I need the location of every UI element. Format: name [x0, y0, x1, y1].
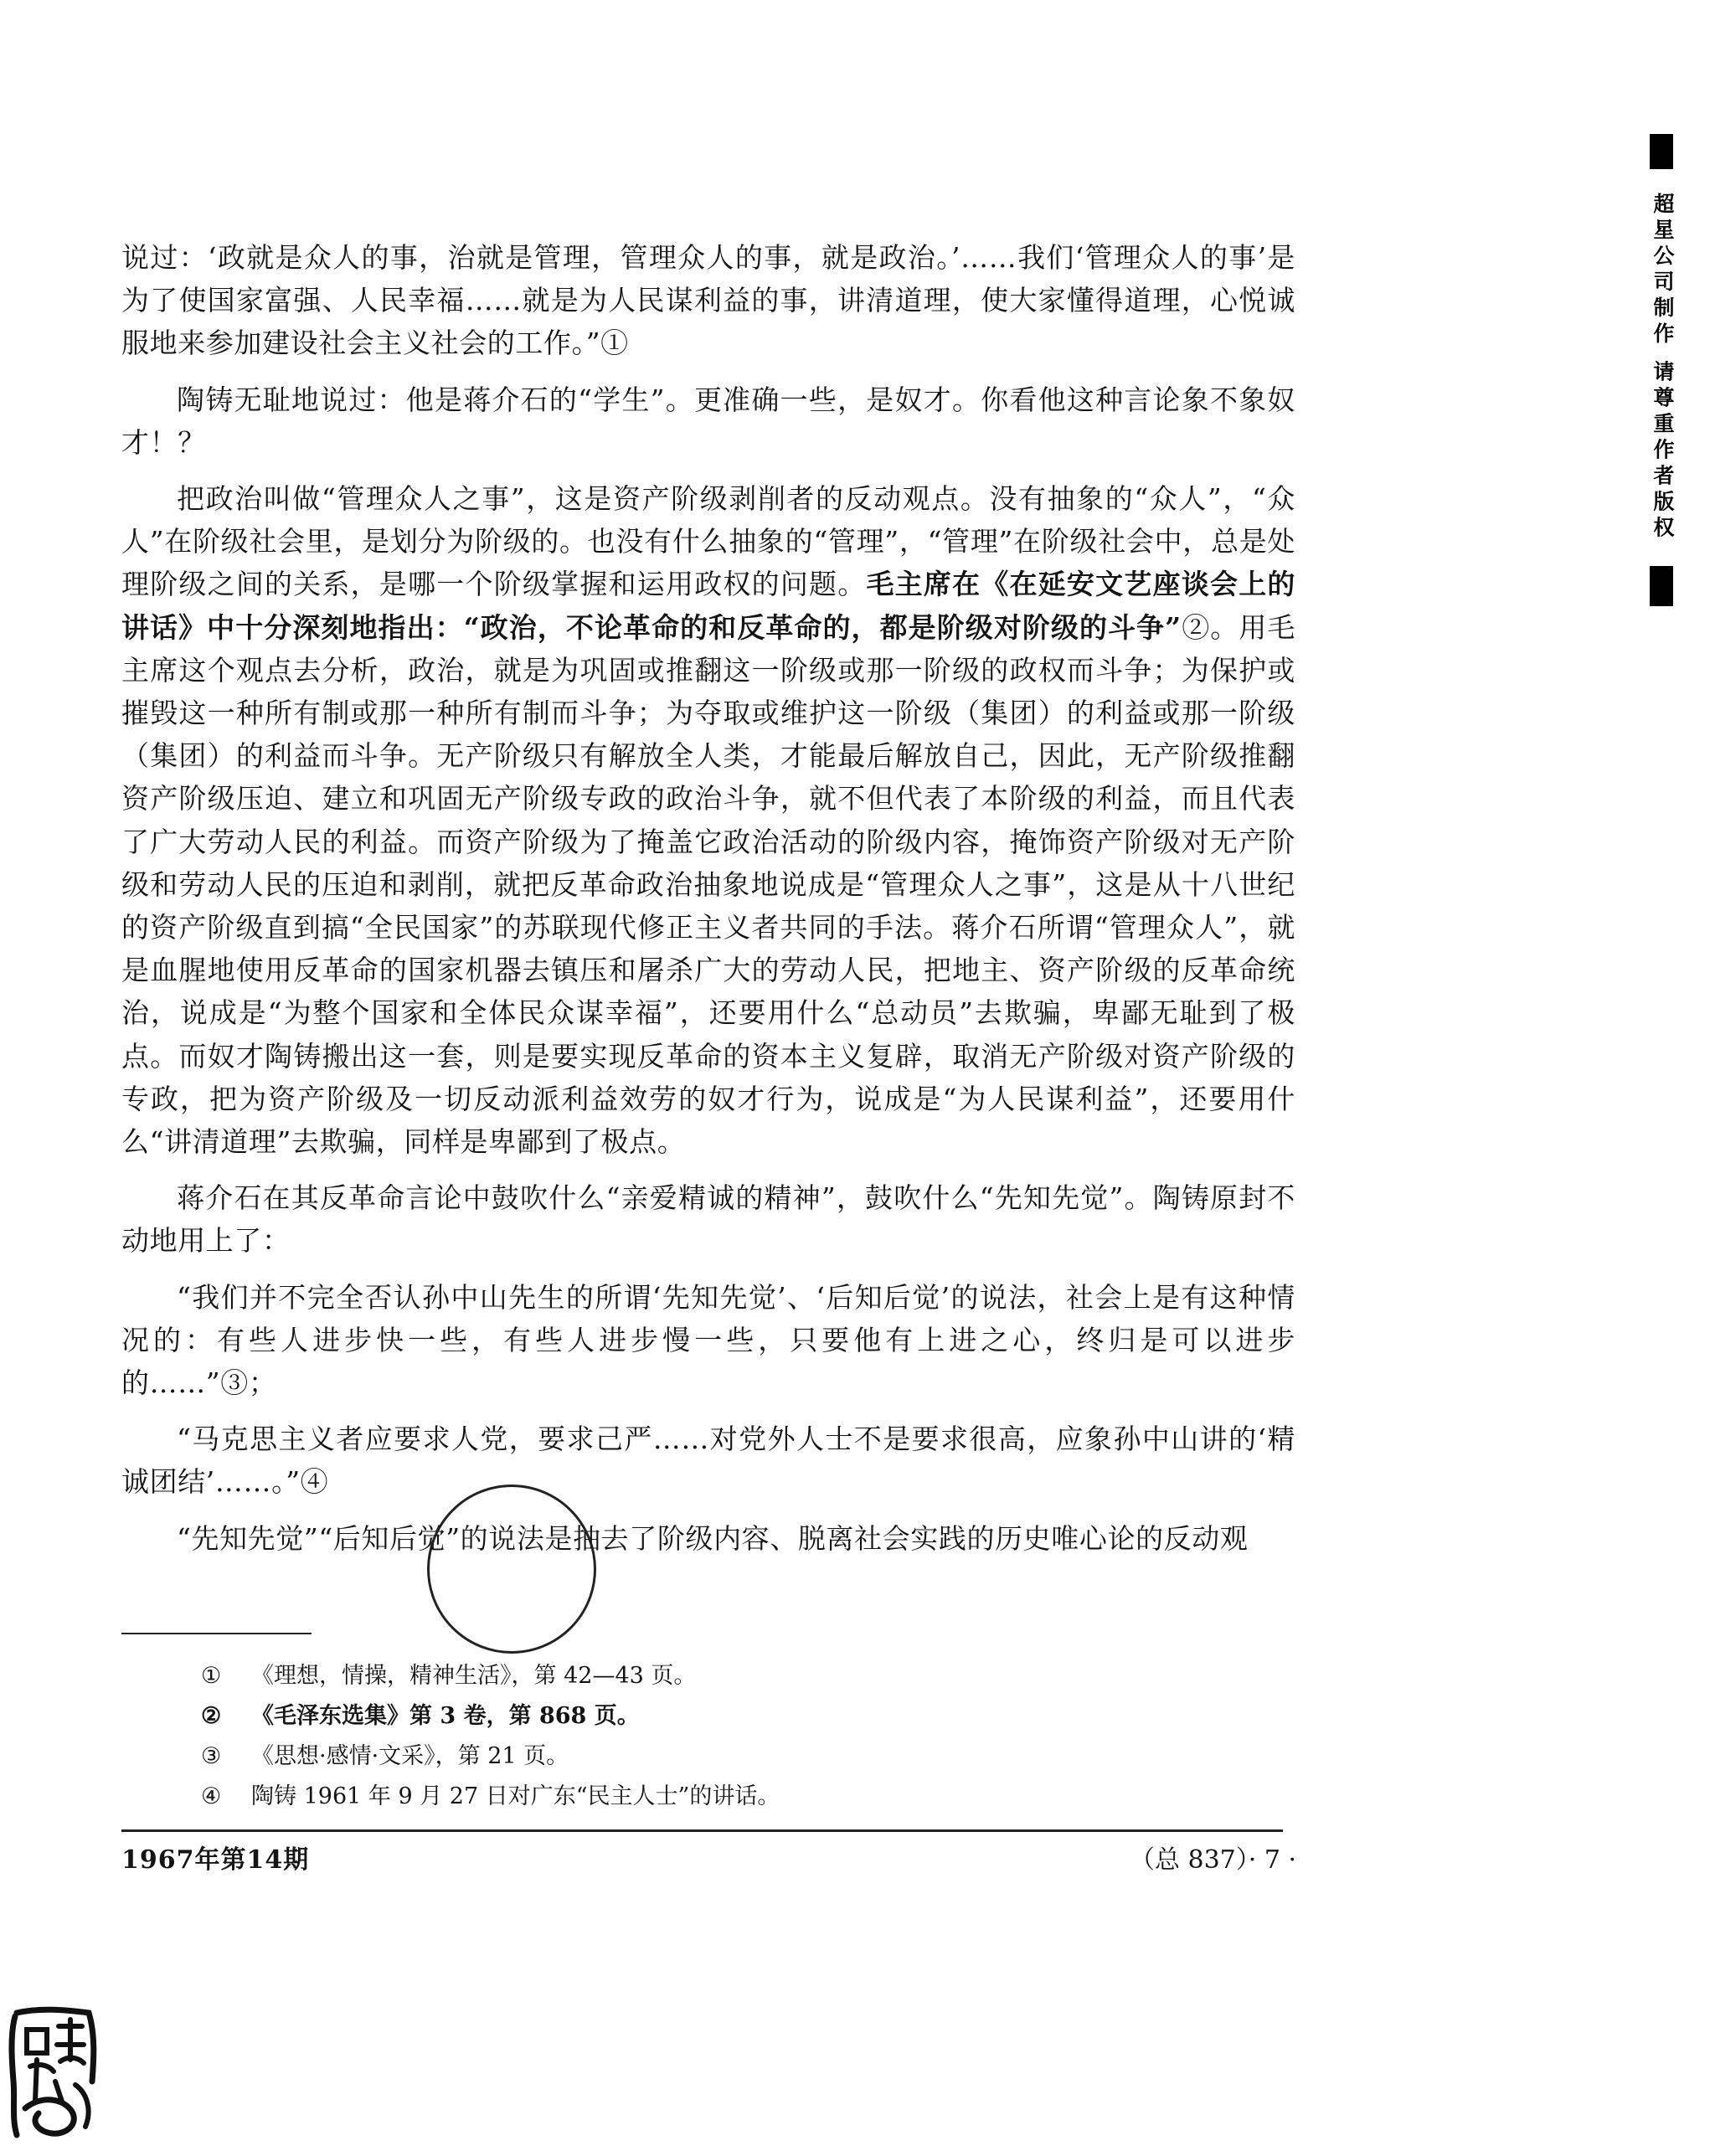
copyright-side-stamp: 超星公司制作 请尊重作者版权 [1651, 193, 1675, 543]
article-body [121, 236, 1295, 1560]
footnote-text: 《思想·感情·文采》，第 21 页。 [251, 1743, 569, 1769]
footnote-text: 陶铸 1961 年 9 月 27 日对广东“民主人士”的讲话。 [251, 1783, 780, 1809]
footnote-number: ① [201, 1663, 222, 1689]
library-seal-icon [5, 2001, 104, 2145]
footnote-4 [201, 1777, 1211, 1817]
paragraph-quote-2: “马克思主义者应要求人党，要求己严……对党外人士不是要求很高，应象孙中山讲的‘精诚团结’……。”④ [121, 1423, 1295, 1499]
paragraph-politics-analysis [121, 477, 1295, 1163]
footnote-divider [121, 1633, 312, 1634]
paragraph-quote-1: “我们并不完全否认孙中山先生的所谓‘先知先觉’、‘后知后觉’的说法，社会上是有这种情况的：有些人进步快一些，有些人进步慢一些，只要他有上进之心，终归是可以进步的……”③； [121, 1280, 1295, 1400]
stamp-bar-bottom [1650, 566, 1673, 606]
footnote-text: 《理想，情操，精神生活》，第 42—43 页。 [251, 1663, 697, 1689]
footnote-2 [201, 1696, 1211, 1737]
paragraph-text-before: 把政治叫做“管理众人之事”，这是资产阶级剥削者的反动观点。没有抽象的“众人”，“众人”在阶级社会里，是划分为阶级的。也没有什么抽象的“管理”，“管理”在阶级社会中，总是处理阶级之间的关系，是哪一个阶级掌握和运用政权的问题。 [121, 482, 1295, 601]
stamp-bar-top [1650, 134, 1673, 169]
page-number: （总 837）· 7 · [1129, 1845, 1296, 1875]
pencil-circle-mark [427, 1485, 596, 1654]
paragraph-quote-continuation: 说过：‘政就是众人的事，治就是管理，管理众人的事，就是政治。’……我们‘管理众人的事’是为了使国家富强、人民幸福……就是为人民谋利益的事，讲清道理，使大家懂得道理，心悦诚服地来参加建设社会主义社会的工作。”① [121, 241, 1295, 360]
footer-divider [121, 1829, 1283, 1832]
footnote-number: ③ [201, 1743, 222, 1769]
mao-quote-bold: 毛主席在《在延安文艺座谈会上的讲话》中十分深刻地指出：“政治，不论革命的和反革命的，都是阶级对阶级的斗争” [121, 568, 1296, 644]
footnote-3 [201, 1737, 1211, 1777]
footnote-1 [201, 1656, 1211, 1696]
paragraph-text-after: ②。用毛主席这个观点去分析，政治，就是为巩固或推翻这一阶级或那一阶级的政权而斗争；为保护或摧毁这一种所有制或那一种所有制而斗争；为夺取或维护这一阶级（集团）的利益或那一阶级（集团）的利益而斗争。无产阶级只有解放全人类，才能最后解放自己，因此，无产阶级推翻资产阶级压迫、建立和巩固无产阶级专政的政治斗争，就不但代表了本阶级的利益，而且代表了广大劳动人民的利益。而资产阶级为了掩盖它政治活动的阶级内容，掩饰资产阶级对无产阶级和劳动人民的压迫和剥削，就把反革命政治抽象地说成是“管理众人之事”，这是从十八世纪的资产阶级直到搞“全民国家”的苏联现代修正主义者共同的手法。蒋介石所谓“管理众人”，就是血腥地使用反革命的国家机器去镇压和屠杀广大的劳动人民，把地主、资产阶级的反革命统治，说成是“为整个国家和全体民众谋幸福”，还要用什么“总动员”去欺骗，卑鄙无耻到了极点。而奴才陶铸搬出这一套，则是要实现反革命的资本主义复辟，取消无产阶级对资产阶级的专政，把为资产阶级及一切反动派利益效劳的奴才行为，说成是“为人民谋利益”，还要用什么“讲清道理”去欺骗，同样是卑鄙到了极点。 [121, 610, 1296, 1159]
issue-label: 1967年第14期 [121, 1845, 310, 1875]
paragraph-chiang-rhetoric: 蒋介石在其反革命言论中鼓吹什么“亲爱精诚的精神”，鼓吹什么“先知先觉”。陶铸原封不动地用上了： [121, 1181, 1295, 1258]
paragraph-idealism: “先知先觉”“后知后觉”的说法是抽去了阶级内容、脱离社会实践的历史唯心论的反动观 [177, 1521, 1249, 1555]
footnotes [201, 1656, 1211, 1817]
footnote-number: ④ [201, 1783, 222, 1809]
footnote-text: 《毛泽东选集》第 3 卷，第 868 页。 [251, 1703, 640, 1729]
footnote-number: ② [201, 1703, 222, 1729]
paragraph-slave-remark: 陶铸无耻地说过：他是蒋介石的“学生”。更准确一些，是奴才。你看他这种言论象不象奴才！？ [121, 383, 1295, 459]
